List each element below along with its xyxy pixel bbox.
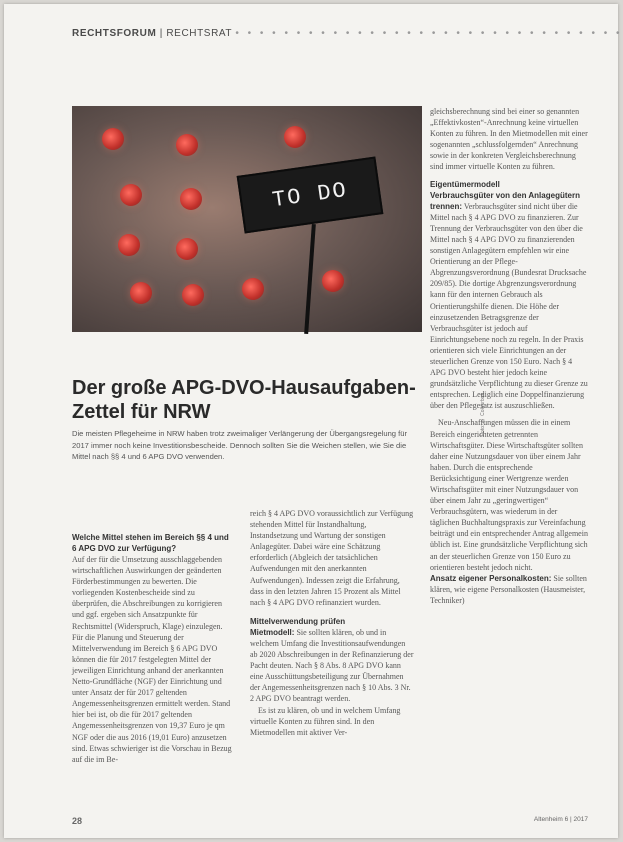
red-dot [130, 282, 152, 304]
inline-bold: Ansatz eigener Personalkosten: [430, 573, 552, 583]
header-separator: | [159, 28, 163, 39]
subheading: Mittelverwendung prüfen [250, 616, 346, 626]
subheading: Welche Mittel stehen im Bereich §§ 4 und 6 APG DVO zur Verfügung? [72, 533, 229, 553]
bullet-item [430, 573, 588, 606]
page-number: 28 [72, 816, 83, 826]
body-text: reich § 4 APG DVO voraussichtlich zur Verfügung stehenden Mittel für Instandhaltung, Instandsetzung und Wartung der sonstigen Anlagegüter. Dabei wäre eine Schätzung erforderlich (Abgleich der tatsächlichen Aufwendungen mit den anerkannten Aufwendungen). Indessen zeigt die Erfahrung, dass in den letzten Jahren 15 Prozent als Mittel nach § 4 APG DVO refinanziert wurden. [250, 509, 414, 607]
red-dot [180, 188, 202, 210]
photo-credit: Foto: © Colourbox [480, 393, 486, 436]
title-line-2: Zettel für NRW [72, 401, 211, 423]
red-dot [242, 278, 264, 300]
inline-bold: Mietmodell: [250, 627, 295, 637]
todo-sign: TO DO [237, 157, 384, 234]
article-title [72, 376, 422, 424]
issue-info: Altenheim 6 | 2017 [533, 816, 588, 823]
body-text: Sie sollten klären, ob und in welchem Umfang die Investitionsaufwendungen ab 2020 Abschreibungen in der Refinanzierung der Pacht deuten. Nach § 8 Abs. 8 APG DVO kann eine Ausschüttungsbeteiligung zur Übernahmen der Angemessenheitsgrenzen nach § 10 Abs. 3 Nr. 2 APG DVO beantragt werden. [250, 627, 414, 704]
page-footer [72, 816, 588, 828]
body-text: Es ist zu klären, ob und in welchem Umfang virtuelle Konten zu führen sind. In den Mietmodellen mit aktiver Ver- [250, 705, 401, 737]
sign-stick [304, 224, 316, 334]
red-dot [176, 238, 198, 260]
subheading: Eigentümermodell [430, 179, 500, 189]
red-dot [176, 134, 198, 156]
article-lead: Die meisten Pflegeheime in NRW haben trotz zweimaliger Verlängerung der Übergangsregelung für 2017 immer noch keine Investitionsbescheide. Dennoch sollten Sie die Weichen stellen, wie Sie die Mittel nach §§ 4 und 6 APG DVO verwenden. [72, 429, 408, 461]
body-text: Sie sollten klären, wie eigene Personalkosten (Hausmeister, Techniker) [430, 573, 587, 605]
body-text: Auf der für die Umsetzung ausschlaggebenden wirtschaftlichen Auswirkungen der geänderten Förderbestimmungen zu bewerten. Die vorliegenden Kostenbescheide sind zu überprüfen, die Abschreibungen zu korrigieren und ggf. ergeben sich Ansatzpunkte für Rechtsmittel (Widerspruch, Klage) einzulegen. Für die Planung und Steuerung der Mittelverwendung im Bereich § 6 APG DVO können die für 2017 festgelegten Mittel der jeweiligen Einrichtung anhand der anerkannten Netto-Grundfläche (NGF) der Einrichtung und unter Ansatz der für 2017 geltenden Angemessenheitsgrenzen ermittelt werden. Stand hier bei ist, ob die für 2017 geltenden Angemessenheitsgrenzen von 19,37 Euro je qm NGF oder die aus 2016 (19,01 Euro) anzusetzen sind. Etwas schwieriger ist die Vorschau in Bezug auf die im Be- [72, 555, 232, 764]
section-header [72, 28, 623, 44]
section-label: RECHTSFORUM [72, 28, 157, 39]
red-dot [322, 270, 344, 292]
bullet-item [430, 190, 588, 412]
inline-bold: Verbrauchsgüter von den Anlagegütern trennen: [430, 190, 580, 211]
body-paragraph [250, 627, 414, 705]
subsection-label: RECHTSRAT [166, 28, 232, 39]
body-text: Verbrauchsgüter sind nicht über die Mittel nach § 4 APG DVO zu finanzieren. Zur Trennung der Verbrauchsgüter von den über die Mittel nach § 4 APG DVO zu finanzierenden sonstigen Anlagegütern empfehlen wir eine Orientierung an der Pflege-Abgrenzungsverordnung (Bundesrat Drucksache 209/85). Die dortige Abgrenzungsverordnung kann für den internen Gebrauch als Orientierungshilfe dienen. Die Höhe der einzusetzenden Betragsgrenze der Verbrauchsgüter ist jedoch auf Einrichtungsebene noch zu regeln. In der Praxis orientieren sich viele Einrichtungen an der steuerlichen Grenze von 150 Euro. Nach § 4 APG DVO besteht hier jedoch keine grundsätzliche Verpflichtung zu dieser Grenze zu entsprechen. Lediglich eine Doppelfinanzierung über den Pflegesatz ist auszuschließen. [430, 201, 588, 411]
red-dot [182, 284, 204, 306]
column-1 [72, 532, 232, 765]
title-line-1: Der große APG-DVO-Hausaufgaben- [72, 377, 416, 399]
header-dots: • • • • • • • • • • • • • • • • • • • • • • • • • • • • • • • • [235, 28, 623, 39]
red-dot [118, 234, 140, 256]
red-dot [284, 126, 306, 148]
page [4, 4, 623, 838]
column-3 [430, 106, 588, 606]
red-dot [120, 184, 142, 206]
red-dot [102, 128, 124, 150]
body-text: gleichsberechnung sind bei einer so genannten „Effektivkosten“-Anrechnung keine virtuellen Konten zu führen. In den Mietmodellen mit einer sogenannten „schlussfolgernden“ Anrechnung sowie in der konkreten Vergleichsberechnung sind immer virtuelle Konten zu führen. [430, 107, 588, 172]
body-text: Neu-Anschaffungen müssen die in einem Bereich eingerichteten getrennten Wirtschaftsgüter. Diese Wirtschaftsgüter sollten daher eine Nutzungsdauer von über einem Jahr haben. Durch die entsprechende Berücksichtigung einer Wertgrenze werden Wirtschaftsgüter mit einer Nutzungsdauer von über einem Jahr zu „geringwertigen“ Verbrauchsgütern, was wiederum in der täglichen Buchhaltungspraxis zur Vereinfachung beiträgt und ein entsprechender Antrag allgemein üblich ist. Eine grundsätzliche Verpflichtung sich an der steuerlichen Grenze von 150 Euro zu orientieren besteht jedoch nicht. [430, 418, 588, 572]
column-2 [250, 508, 414, 738]
